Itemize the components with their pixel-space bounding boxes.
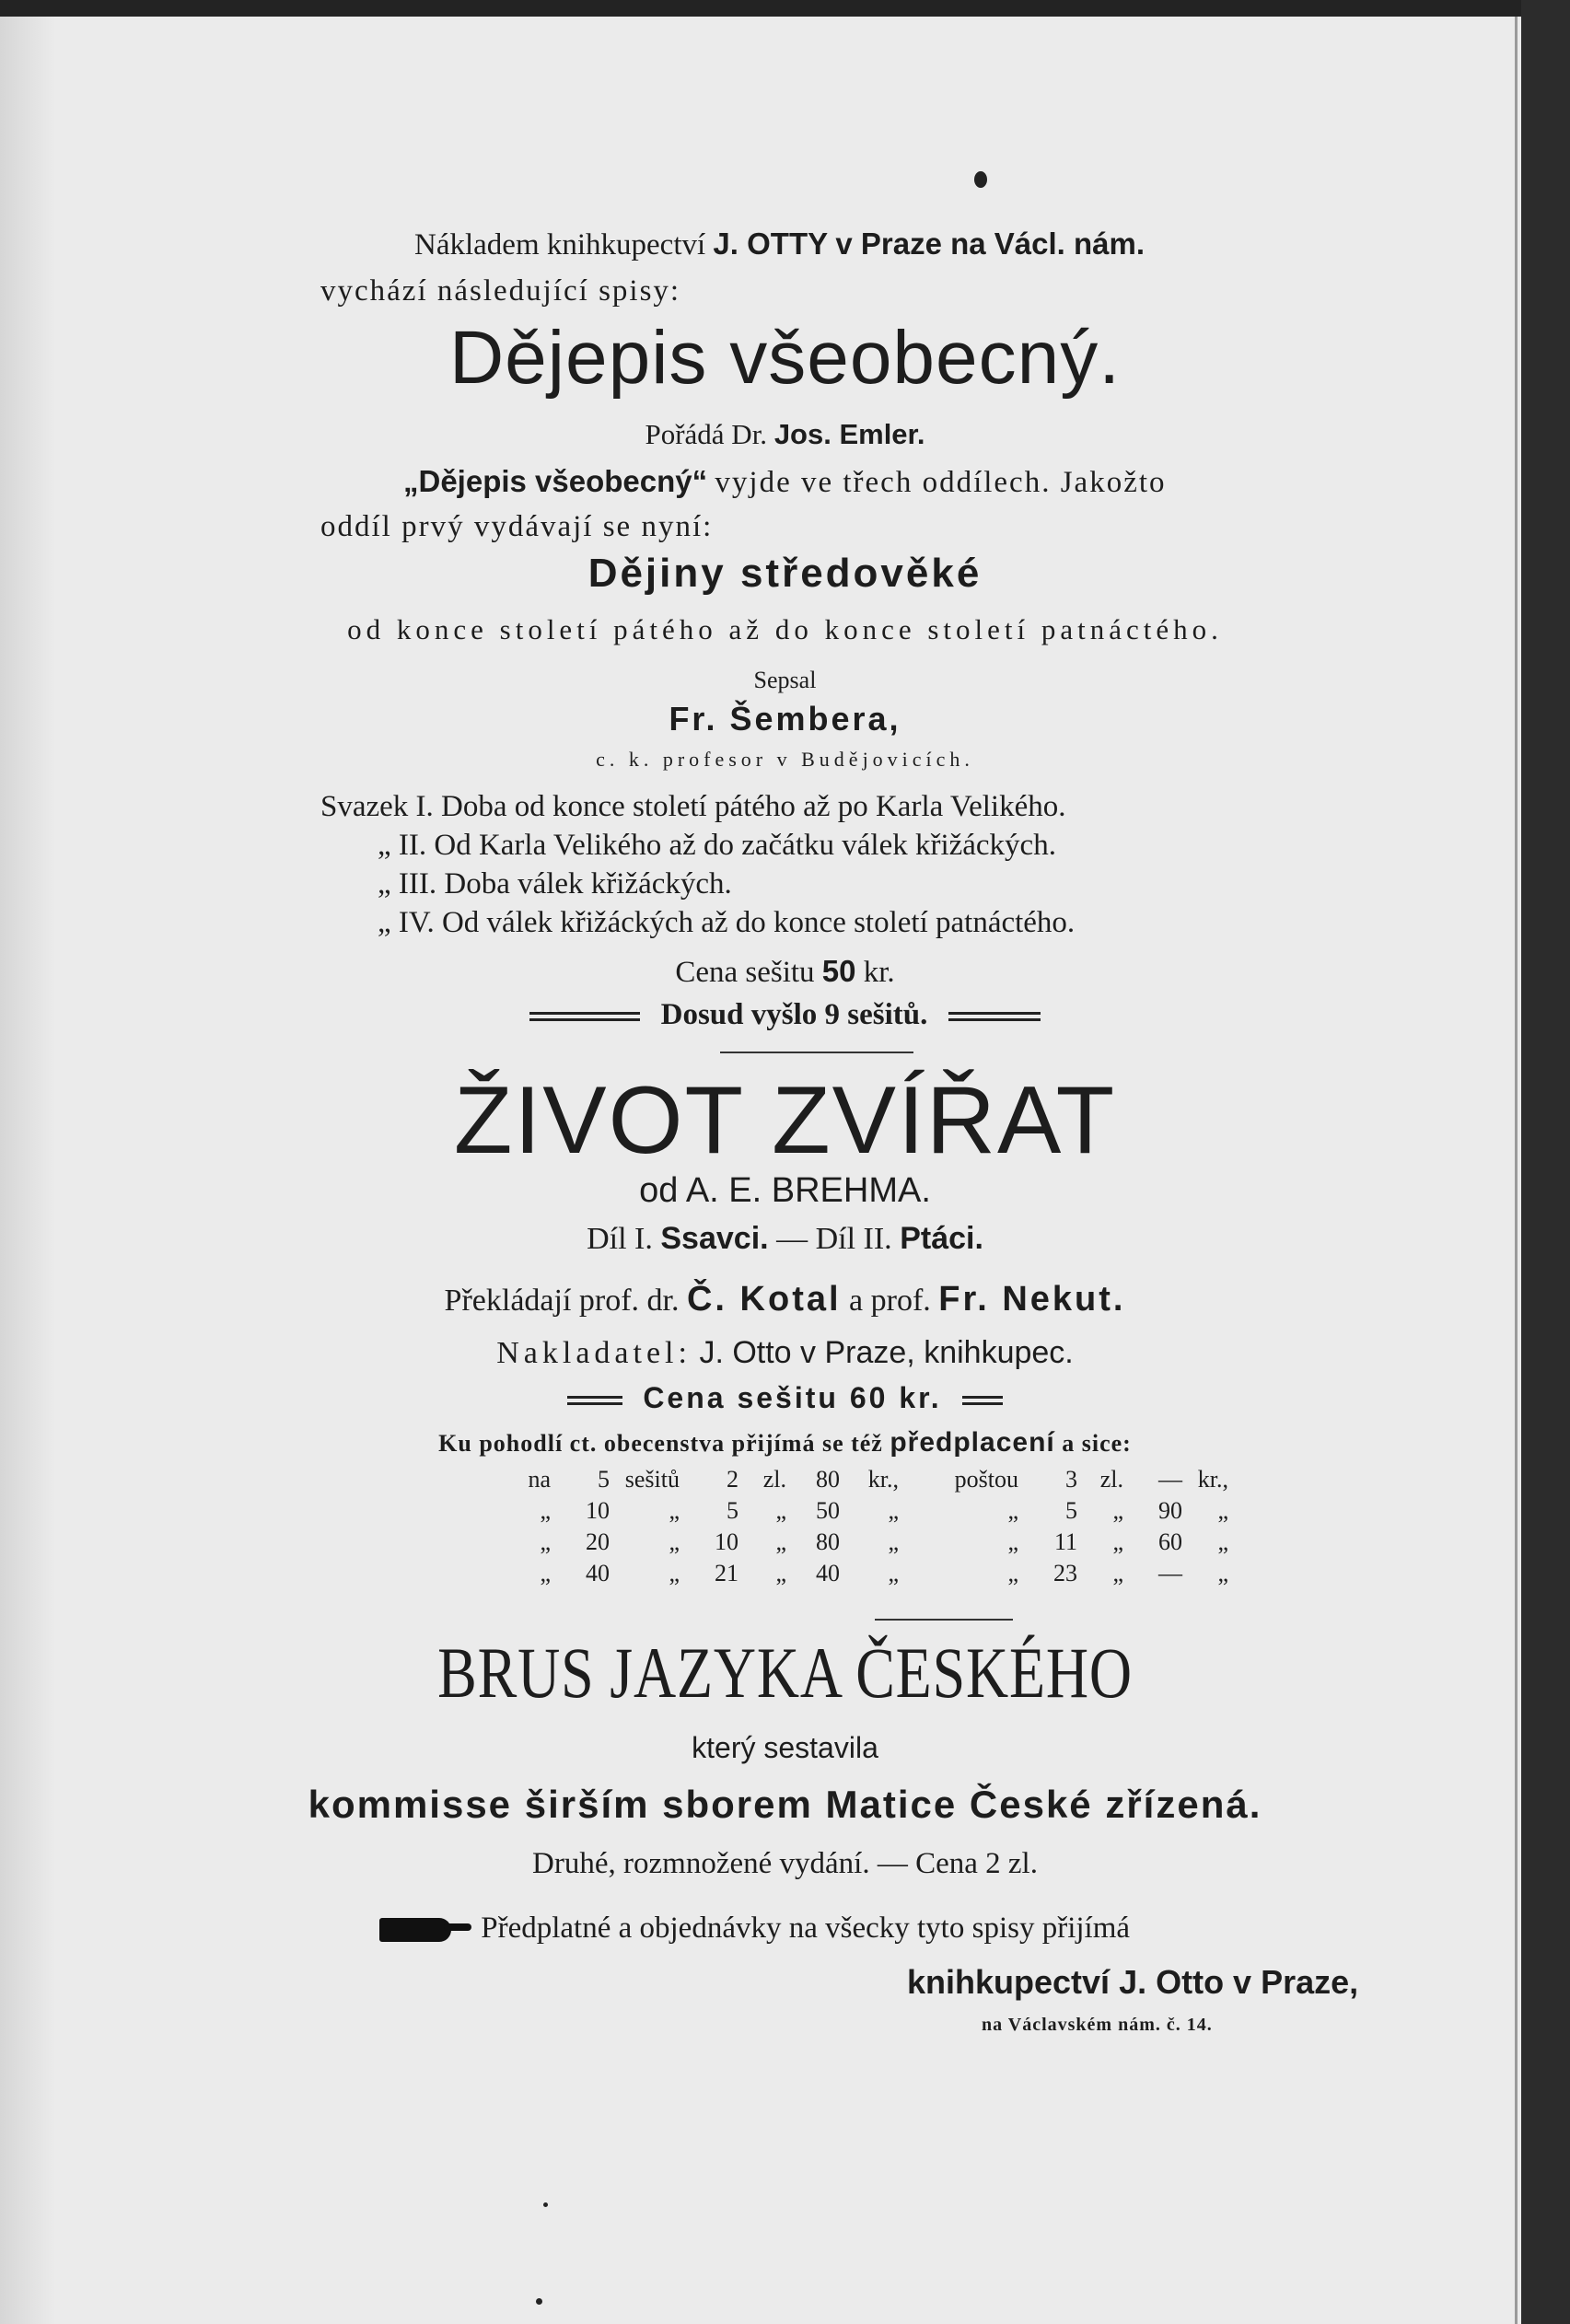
part-label: Díl I.: [587, 1222, 653, 1256]
intro-text: Nákladem knihkupectví: [414, 228, 706, 261]
series-name: „Dějepis všeobecný“: [403, 464, 708, 498]
price-table-cell: 5: [727, 1497, 738, 1524]
price-table-cell: 2: [727, 1466, 738, 1493]
zivot-translators: [0, 1280, 1570, 1319]
price-table-cell: na: [528, 1466, 551, 1493]
author-title: c. k. profesor v Budějovicích.: [596, 748, 974, 771]
price-table-cell: 5: [1065, 1497, 1077, 1524]
volume-4: „ IV. Od válek křižáckých až do konce století patnáctého.: [378, 906, 1076, 939]
price-table-cell: kr.,: [1197, 1466, 1228, 1493]
ink-fleck: [974, 171, 987, 188]
double-rule: [567, 1396, 622, 1405]
editor-prefix: Pořádá Dr.: [645, 418, 768, 450]
price-table-cell: 10: [586, 1497, 610, 1524]
price-table-cell: „: [1217, 1528, 1228, 1555]
pointing-hand-icon: [379, 1918, 451, 1942]
subscription-text: Ku pohodlí ct. obecenstva přijímá se též: [438, 1430, 883, 1457]
translators-label: a prof.: [849, 1284, 931, 1318]
translators-label: Překládají prof. dr.: [444, 1284, 680, 1318]
part-name: Ptáci.: [900, 1221, 983, 1256]
price-table-cell: zl.: [762, 1466, 786, 1493]
price-table-cell: 40: [586, 1560, 610, 1586]
issued-text: Dosud vyšlo 9 sešitů.: [660, 998, 928, 1031]
price-table-cell: 23: [1053, 1560, 1077, 1586]
price-table-cell: 40: [816, 1560, 840, 1586]
translator-name: Fr. Nekut.: [938, 1280, 1126, 1319]
price-table-cell: 3: [1065, 1466, 1077, 1493]
intro-text: vyjde ve třech oddílech. Jakožto: [715, 466, 1167, 499]
price-table-cell: „: [775, 1497, 786, 1524]
price-table-row: [505, 1558, 1228, 1589]
dejepis-intro-line1: [403, 464, 1167, 500]
price-table-cell: „: [1217, 1497, 1228, 1524]
zivot-publisher: [0, 1335, 1570, 1371]
price-table-cell: „: [669, 1560, 680, 1586]
price-table-cell: „: [669, 1497, 680, 1524]
price-table-cell: zl.: [1099, 1466, 1123, 1493]
price-table-cell: „: [888, 1497, 899, 1524]
price-text: Cena sešitu 60 kr.: [643, 1381, 942, 1414]
publisher-label: Nakladatel:: [496, 1336, 692, 1370]
brus-line1: který sestavila: [692, 1731, 878, 1764]
zivot-subscription: [0, 1427, 1570, 1458]
price-table-cell: „: [888, 1528, 899, 1555]
price-table-cell: 80: [816, 1466, 840, 1493]
dejepis-editor: [0, 418, 1570, 451]
price-table-cell: „: [1007, 1528, 1018, 1555]
price-label: Cena sešitu: [675, 956, 815, 989]
price-table-cell: „: [888, 1560, 899, 1586]
dejepis-issued: [0, 998, 1570, 1032]
ink-fleck: [536, 2298, 542, 2305]
translator-name: Č. Kotal: [686, 1280, 842, 1319]
price-table-cell: poštou: [954, 1466, 1018, 1493]
price-table-cell: 60: [1158, 1528, 1182, 1555]
double-rule: [529, 1012, 640, 1021]
footer-line1: [379, 1911, 1130, 1946]
price-table-cell: 5: [598, 1466, 610, 1493]
price-table-cell: „: [775, 1560, 786, 1586]
price-table-cell: 10: [715, 1528, 738, 1555]
price-table-cell: 50: [816, 1497, 840, 1524]
footer-text: Předplatné a objednávky na všecky tyto spisy přijímá: [481, 1911, 1131, 1945]
price-table-cell: „: [540, 1560, 551, 1586]
price-table-cell: „: [669, 1528, 680, 1555]
dejepis-intro-line2: oddíl prvý vydávají se nyní:: [320, 510, 714, 543]
scan-top-edge: [0, 0, 1570, 17]
subscription-text: a sice:: [1062, 1430, 1132, 1457]
price-table-cell: „: [1112, 1560, 1123, 1586]
price-table-cell: „: [775, 1528, 786, 1555]
volume-1: Svazek I. Doba od konce století pátého až po Karla Velikého.: [320, 790, 1066, 823]
dejepis-subtitle-range: od konce století pátého až do konce století patnáctého.: [347, 613, 1223, 645]
price-table-row: [505, 1495, 1228, 1527]
footer-line3: na Václavském nám. č. 14.: [982, 2015, 1213, 2035]
dejepis-price: [0, 954, 1570, 990]
publisher-intro-line1: [414, 227, 1145, 262]
brus-line3: Druhé, rozmnožené vydání. — Cena 2 zl.: [532, 1847, 1038, 1880]
publisher-name: J. Otto v Praze, knihkupec.: [699, 1335, 1074, 1370]
zivot-price: [0, 1381, 1570, 1415]
price-table-cell: 11: [1053, 1528, 1077, 1555]
double-rule: [962, 1396, 1003, 1405]
zivot-author: od A. E. BREHMA.: [639, 1171, 931, 1210]
footer-line2: knihkupectví J. Otto v Praze,: [907, 1963, 1359, 2001]
brus-title: BRUS JAZYKA ČESKÉHO: [437, 1633, 1133, 1713]
ink-fleck: [543, 2202, 548, 2207]
subscription-keyword: předplacení: [890, 1427, 1055, 1458]
publisher-location: v Praze na Václ. nám.: [835, 227, 1146, 261]
dejepis-title: Dějepis všeobecný.: [448, 316, 1122, 400]
double-rule: [948, 1012, 1041, 1021]
price-unit: kr.: [863, 956, 895, 989]
part-label: — Díl II.: [776, 1222, 892, 1256]
price-table-cell: sešitů: [624, 1466, 680, 1493]
price-table-cell: „: [1007, 1497, 1018, 1524]
volume-3: „ III. Doba válek křižáckých.: [378, 867, 732, 901]
zivot-title: ŽIVOT ZVÍŘAT: [453, 1067, 1117, 1174]
price-value: 50: [821, 954, 856, 988]
price-table-cell: „: [1007, 1560, 1018, 1586]
price-table-cell: „: [1112, 1497, 1123, 1524]
price-table-cell: —: [1158, 1466, 1182, 1493]
section-divider: [720, 1052, 913, 1053]
price-table-cell: 21: [715, 1560, 738, 1586]
part-name: Ssavci.: [660, 1221, 769, 1256]
author-label: Sepsal: [753, 667, 817, 693]
publisher-intro-line2: vychází následující spisy:: [320, 274, 681, 308]
price-table-cell: —: [1158, 1560, 1182, 1586]
zivot-parts: [0, 1221, 1570, 1257]
section-divider: [875, 1619, 1013, 1621]
price-table-cell: „: [540, 1497, 551, 1524]
price-table-cell: 90: [1158, 1497, 1182, 1524]
brus-line2: kommisse širším sborem Matice České zřízená.: [308, 1783, 1262, 1826]
dejepis-subtitle: Dějiny středověké: [587, 551, 983, 596]
price-table-cell: „: [540, 1528, 551, 1555]
price-table-cell: „: [1112, 1528, 1123, 1555]
publisher-name: J. OTTY: [713, 227, 829, 261]
editor-name: Jos. Emler.: [773, 418, 925, 450]
price-table-cell: 20: [586, 1528, 610, 1555]
price-table-cell: 80: [816, 1528, 840, 1555]
volume-2: „ II. Od Karla Velikého až do začátku válek křižáckých.: [378, 829, 1056, 862]
subscription-price-table: [505, 1464, 1228, 1589]
price-table-cell: „: [1217, 1560, 1228, 1586]
price-table-row: [505, 1527, 1228, 1558]
price-table-row: [505, 1464, 1228, 1495]
author-name: Fr. Šembera,: [669, 700, 901, 738]
price-table-cell: kr.,: [867, 1466, 899, 1493]
